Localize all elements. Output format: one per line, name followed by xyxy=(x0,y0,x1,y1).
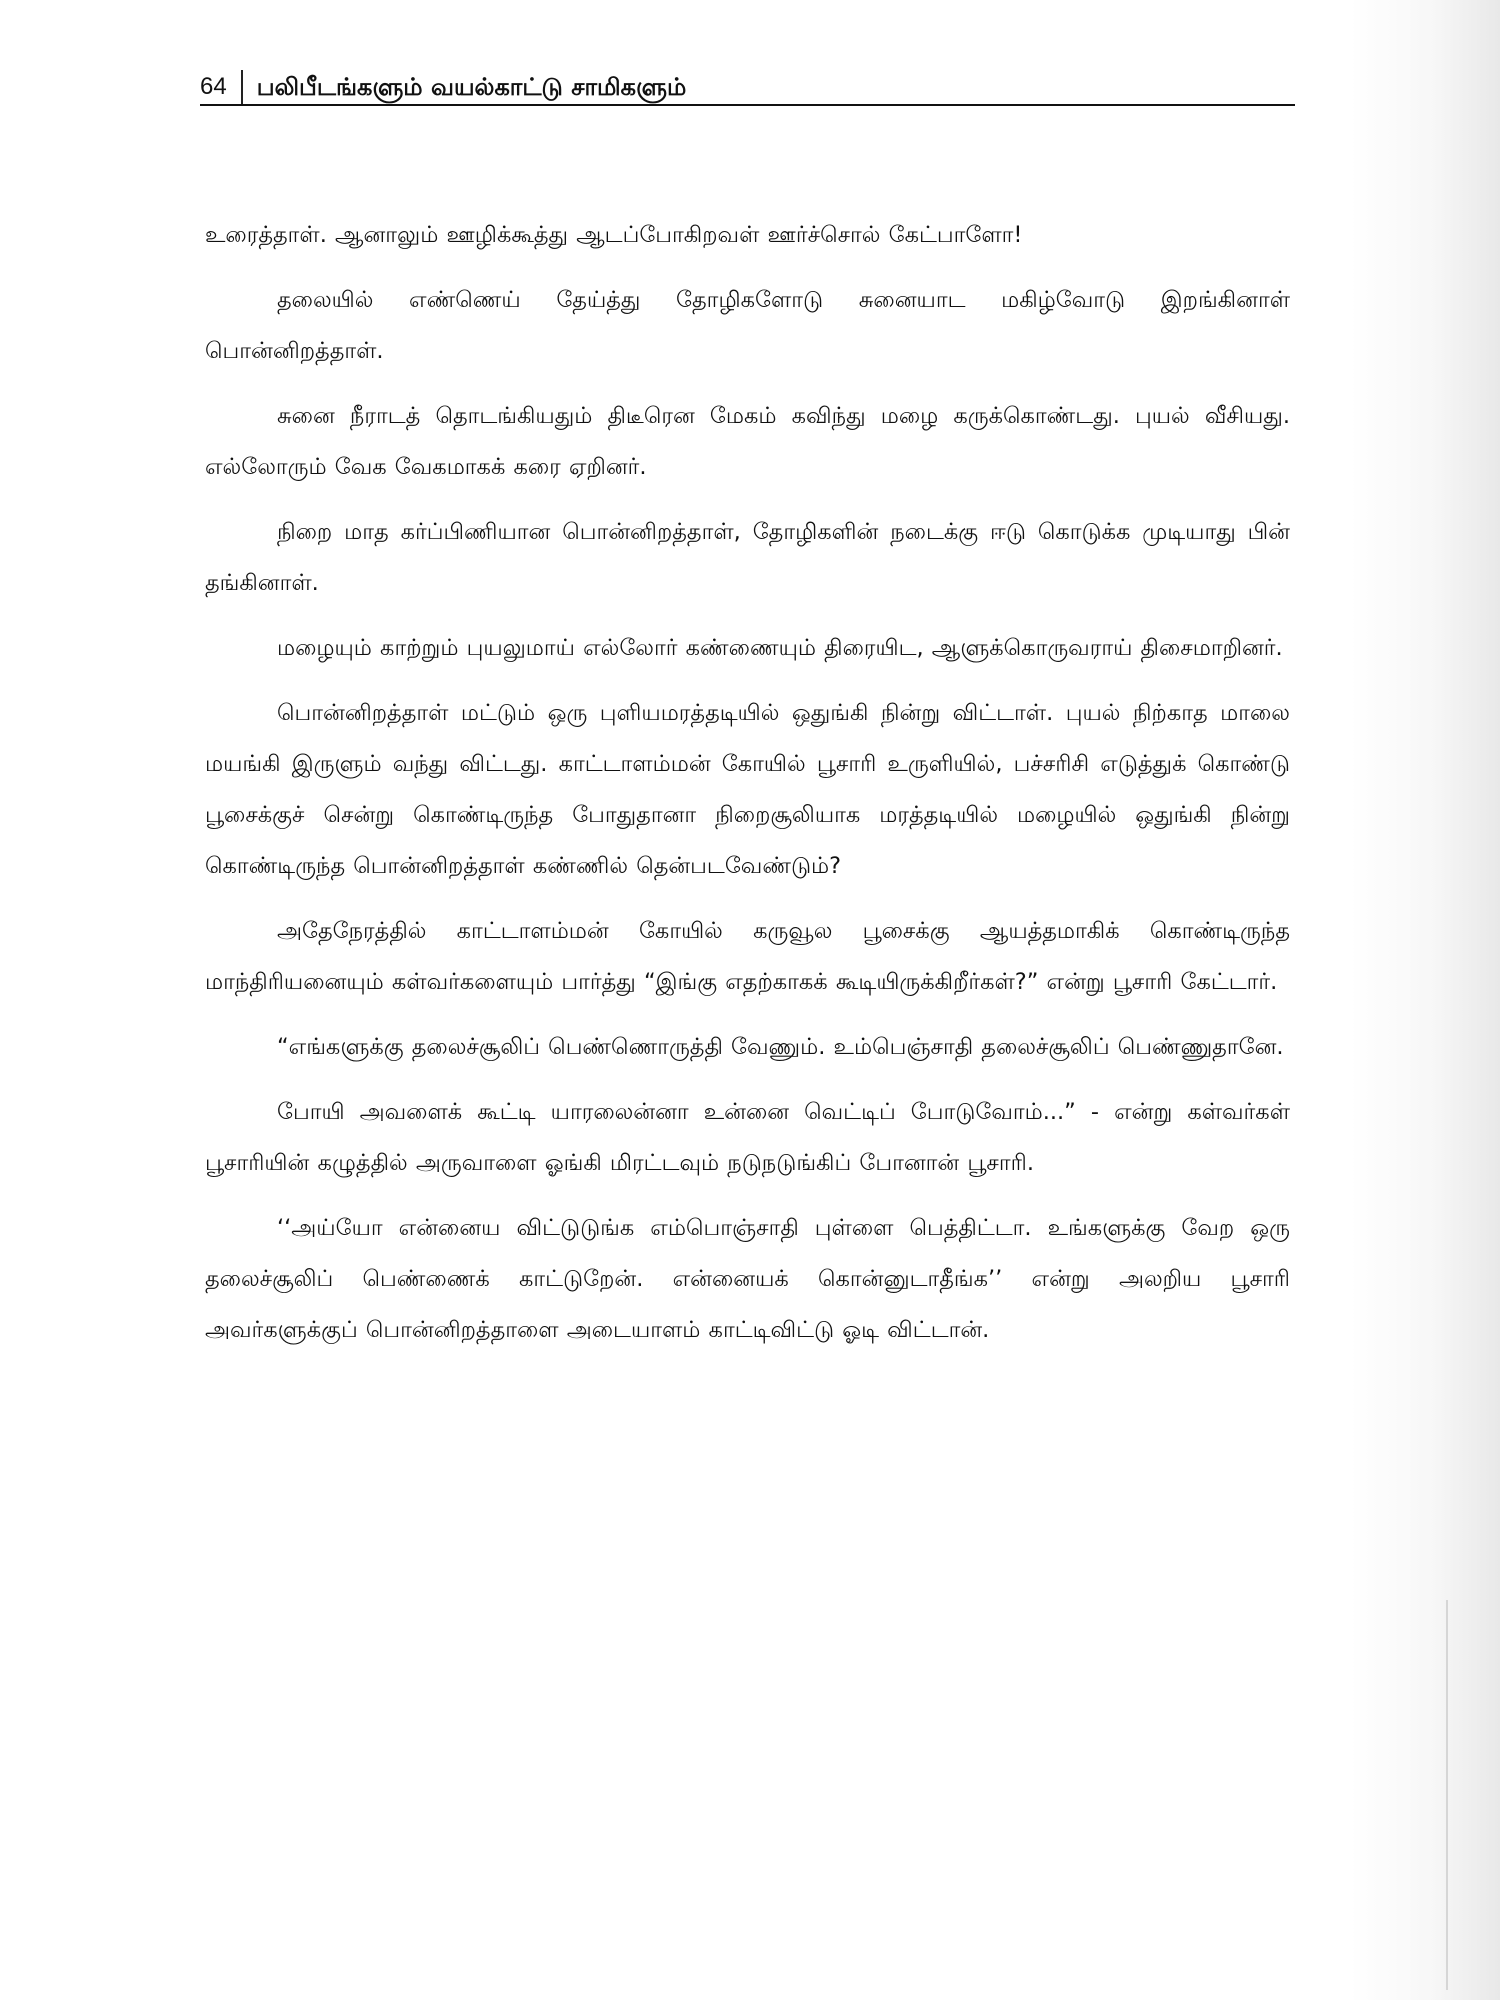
paragraph: அதேநேரத்தில் காட்டாளம்மன் கோயில் கருவூல பூசைக்கு ஆயத்தமாகிக் கொண்டிருந்த மாந்திரியனையும் கள்வர்களையும் பார்த்து “இங்கு எதற்காகக் கூடியிருக்கிறீர்கள்?” என்று பூசாரி கேட்டார். xyxy=(205,918,1290,995)
header-rule xyxy=(200,104,1295,106)
paragraph: நிறை மாத கர்ப்பிணியான பொன்னிறத்தாள், தோழிகளின் நடைக்கு ஈடு கொடுக்க முடியாது பின் தங்கினாள். xyxy=(205,519,1290,596)
body-text xyxy=(205,210,1290,1370)
paragraph: தலையில் எண்ணெய் தேய்த்து தோழிகளோடு சுனையாட மகிழ்வோடு இறங்கினாள் பொன்னிறத்தாள். xyxy=(205,287,1290,364)
page-number: 64 xyxy=(200,73,227,100)
paragraph: மழையும் காற்றும் புயலுமாய் எல்லோர் கண்ணையும் திரையிட, ஆளுக்கொருவராய் திசைமாறினர். xyxy=(277,635,1283,661)
paragraph: போயி அவளைக் கூட்டி யாரலைன்னா உன்னை வெட்டிப் போடுவோம்...” - என்று கள்வர்கள் பூசாரியின் கழுத்தில் அருவாளை ஓங்கி மிரட்டவும் நடுநடுங்கிப் போனான் பூசாரி. xyxy=(205,1099,1290,1176)
header-separator xyxy=(241,70,243,104)
paragraph: ‘‘அய்யோ என்னைய விட்டுடுங்க எம்பொஞ்சாதி புள்ளை பெத்திட்டா. உங்களுக்கு வேற ஒரு தலைச்சூலிப் பெண்ணைக் காட்டுறேன். என்னையக் கொன்னுடாதீங்க’’ என்று அலறிய பூசாரி அவர்களுக்குப் பொன்னிறத்தாளை அடையாளம் காட்டிவிட்டு ஓடி விட்டான். xyxy=(205,1215,1290,1343)
running-title: பலிபீடங்களும் வயல்காட்டு சாமிகளும் xyxy=(256,73,687,101)
paragraph: சுனை நீராடத் தொடங்கியதும் திடீரென மேகம் கவிந்து மழை கருக்கொண்டது. புயல் வீசியது. எல்லோரும் வேக வேகமாகக் கரை ஏறினர். xyxy=(205,403,1290,480)
paragraph: பொன்னிறத்தாள் மட்டும் ஒரு புளியமரத்தடியில் ஒதுங்கி நின்று விட்டாள். புயல் நிற்காத மாலை மயங்கி இருளும் வந்து விட்டது. காட்டாளம்மன் கோயில் பூசாரி உருளியில், பச்சரிசி எடுத்துக் கொண்டு பூசைக்குச் சென்று கொண்டிருந்த போதுதானா நிறைசூலியாக மரத்தடியில் மழையில் ஒதுங்கி நின்று கொண்டிருந்த பொன்னிறத்தாள் கண்ணில் தென்படவேண்டும்? xyxy=(205,700,1290,879)
paragraph: “எங்களுக்கு தலைச்சூலிப் பெண்ணொருத்தி வேணும். உம்பெஞ்சாதி தலைச்சூலிப் பெண்ணுதானே. xyxy=(277,1034,1284,1060)
paragraph: உரைத்தாள். ஆனாலும் ஊழிக்கூத்து ஆடப்போகிறவள் ஊர்ச்சொல் கேட்பாளோ! xyxy=(205,222,1023,248)
page-edge-shadow xyxy=(1350,0,1500,2000)
